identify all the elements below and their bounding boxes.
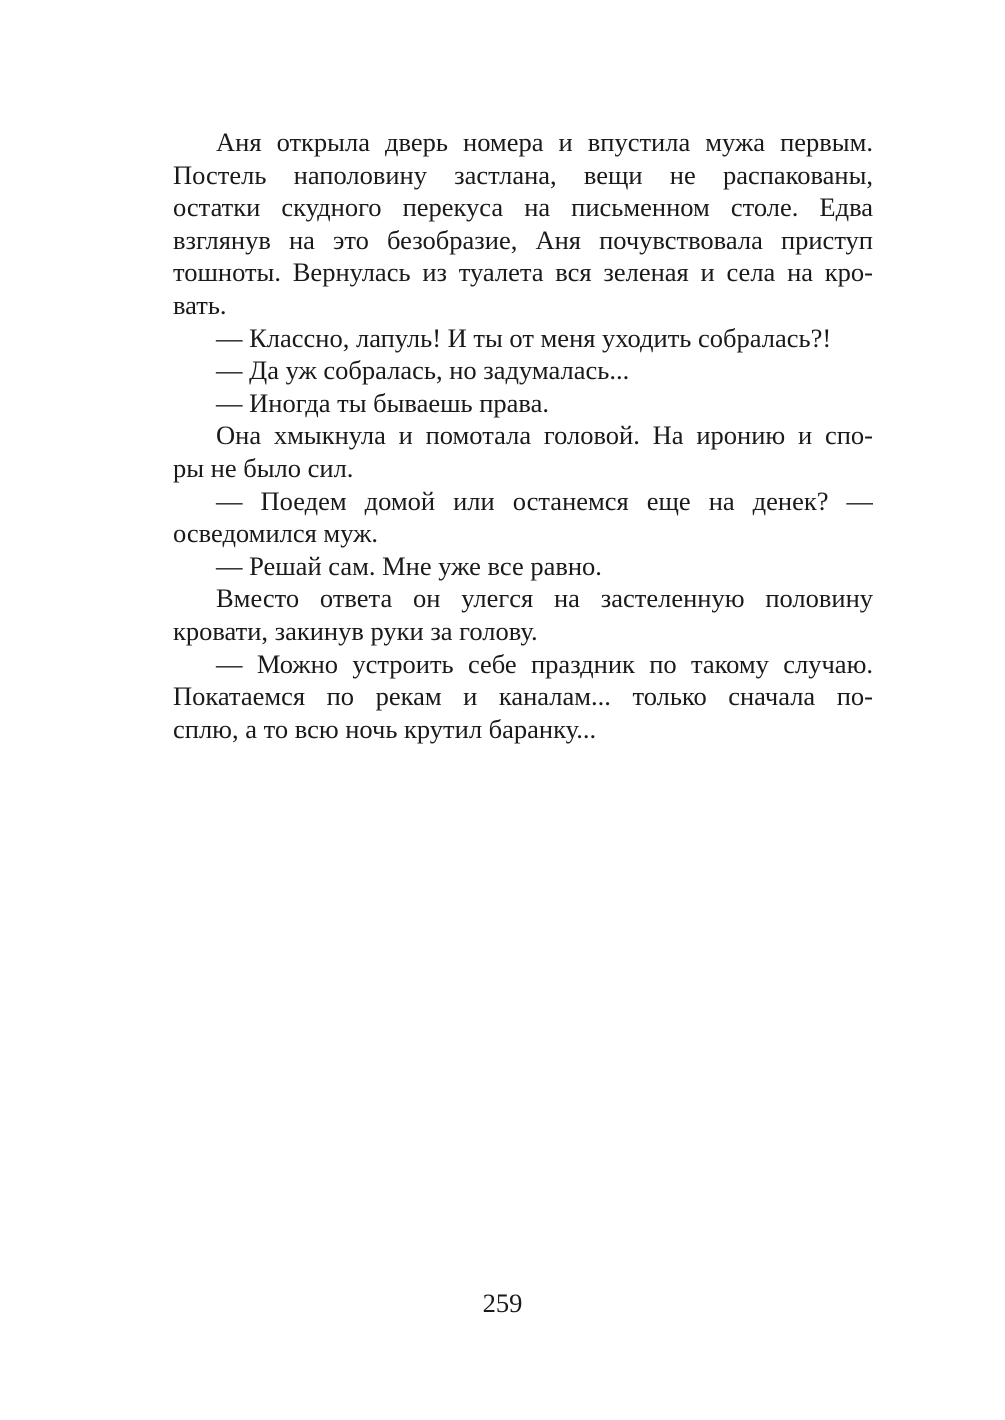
text-line: Постель наполовину застлана, вещи не распакованы,	[173, 159, 873, 190]
dialogue-line: — Да уж собралась, но задумалась...	[216, 355, 630, 386]
text-line: тошноты. Вернулась из туалета вся зеленая и села на кро-	[173, 257, 873, 288]
text-line: ры не было сил.	[173, 452, 354, 483]
dialogue-line: — Классно, лапуль! И ты от меня уходить собралась?!	[216, 322, 832, 353]
dialogue-line: — Иногда ты бываешь права.	[216, 387, 549, 418]
text-line: сплю, а то всю ночь крутил баранку...	[173, 713, 597, 744]
text-line: осведомился муж.	[173, 518, 379, 549]
text-line: Аня открыла дверь номера и впустила мужа первым.	[216, 127, 873, 157]
text-line: вать.	[173, 289, 227, 320]
dialogue-line: — Поедем домой или останемся еще на денек? —	[216, 485, 873, 516]
text-line: остатки скудного перекуса на письменном столе. Едва	[173, 192, 873, 223]
text-line: взглянув на это безобразие, Аня почувствовала приступ	[173, 224, 873, 255]
dialogue-line: — Можно устроить себе праздник по такому случаю.	[216, 648, 873, 679]
dialogue-line: — Решай сам. Мне уже все равно.	[216, 550, 602, 581]
page-number: 259	[482, 1288, 523, 1318]
text-line: Вместо ответа он улегся на застеленную половину	[216, 583, 873, 614]
text-line: кровати, закинув руки за голову.	[173, 615, 538, 646]
text-line: Покатаемся по рекам и каналам... только сначала по-	[173, 681, 873, 712]
text-line: Она хмыкнула и помотала головой. На иронию и спо-	[216, 420, 873, 451]
body-text	[173, 126, 873, 745]
